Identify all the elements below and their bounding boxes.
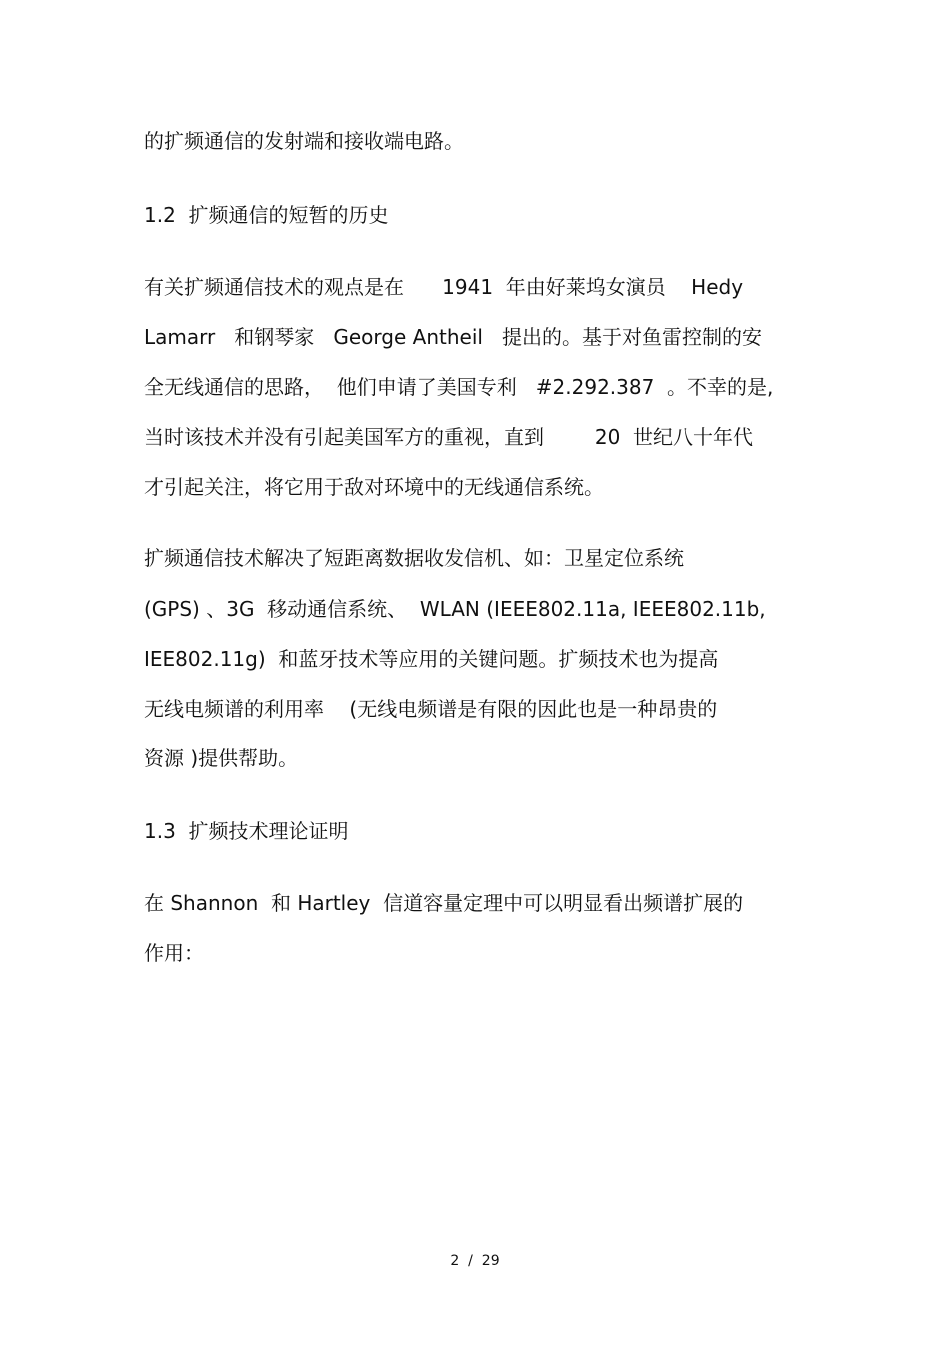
paragraph-line: IEE802.11g) 和蓝牙技术等应用的关键问题。扩频技术也为提高 (144, 647, 719, 671)
page-number: 2 / 29 (450, 1253, 500, 1269)
paragraph-line: 无线电频谱的利用率 (无线电频谱是有限的因此也是一种昂贵的 (144, 697, 718, 721)
paragraph-line: (GPS) 、3G 移动通信系统、 WLAN (IEEE802.11a, IEEE802.11b, (144, 597, 766, 621)
paragraph-line: 才引起关注，将它用于敌对环境中的无线通信系统。 (144, 475, 604, 499)
paragraph-line: 全无线通信的思路， 他们申请了美国专利 #2.292.387 。不幸的是, (144, 375, 774, 399)
section-heading-1-3: 1.3 扩频技术理论证明 (144, 819, 349, 843)
section-heading-1-2: 1.2 扩频通信的短暂的历史 (144, 203, 389, 227)
paragraph-line: 扩频通信技术解决了短距离数据收发信机、如：卫星定位系统 (144, 546, 684, 570)
paragraph-line: Lamarr 和钢琴家 George Antheil 提出的。基于对鱼雷控制的安 (144, 325, 763, 349)
paragraph-line: 资源 )提供帮助。 (144, 746, 299, 770)
paragraph-line: 在 Shannon 和 Hartley 信道容量定理中可以明显看出频谱扩展的 (144, 891, 744, 915)
paragraph-line: 有关扩频通信技术的观点是在 1941 年由好莱坞女演员 Hedy (144, 275, 744, 299)
paragraph-line: 作用： (144, 941, 204, 965)
paragraph-line: 当时该技术并没有引起美国军方的重视，直到 20 世纪八十年代 (144, 425, 754, 449)
paragraph-line: 的扩频通信的发射端和接收端电路。 (144, 129, 464, 153)
